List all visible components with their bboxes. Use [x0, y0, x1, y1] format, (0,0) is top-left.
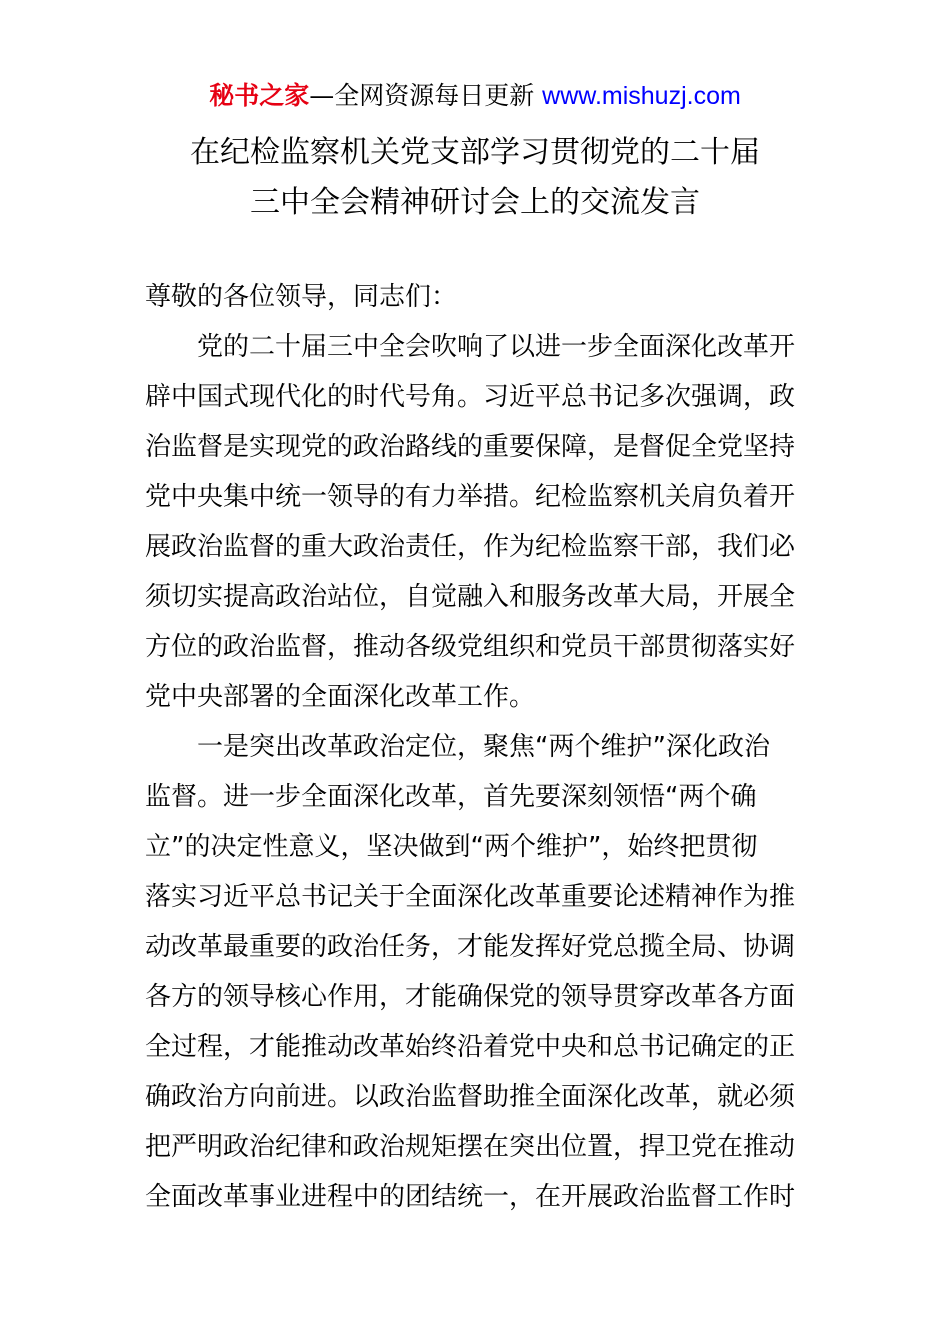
body-line: 展政治监督的重大政治责任，作为纪检监察干部，我们必 [145, 532, 796, 562]
body-line: 落实习近平总书记关于全面深化改革重要论述精神作为推 [145, 882, 796, 912]
site-url-link[interactable]: www.mishuzj.com [542, 82, 741, 110]
body-line: 监督。进一步全面深化改革，首先要深刻领悟“两个确 [145, 782, 757, 812]
site-name: 秘书之家 [209, 81, 310, 110]
body-line: 方位的政治监督，推动各级党组织和党员干部贯彻落实好 [145, 632, 796, 662]
body-line: 全过程，才能推动改革始终沿着党中央和总书记确定的正 [145, 1032, 796, 1062]
body-line: 须切实提高政治站位，自觉融入和服务改革大局，开展全 [145, 582, 796, 612]
body-line: 确政治方向前进。以政治监督助推全面深化改革，就必须 [145, 1082, 796, 1112]
body-line: 把严明政治纪律和政治规矩摆在突出位置，捍卫党在推动 [145, 1132, 796, 1162]
title-line-1: 在纪检监察机关党支部学习贯彻党的二十届 [190, 135, 760, 170]
body-line: 辟中国式现代化的时代号角。习近平总书记多次强调，政 [145, 382, 796, 412]
body-line: 治监督是实现党的政治路线的重要保障，是督促全党坚持 [145, 432, 796, 462]
title-line-2: 三中全会精神研讨会上的交流发言 [250, 185, 700, 220]
body-line: 动改革最重要的政治任务，才能发挥好党总揽全局、协调 [145, 932, 796, 962]
body-line: 党中央集中统一领导的有力举措。纪检监察机关肩负着开 [145, 482, 796, 512]
body-line: 各方的领导核心作用，才能确保党的领导贯穿改革各方面 [145, 982, 796, 1012]
site-header [0, 80, 950, 112]
body-line: 立”的决定性意义，坚决做到“两个维护”，始终把贯彻 [145, 832, 758, 862]
body-line: 全面改革事业进程中的团结统一，在开展政治监督工作时 [145, 1182, 796, 1212]
body-line: 党中央部署的全面深化改革工作。 [145, 682, 536, 712]
salutation: 尊敬的各位领导，同志们： [145, 282, 458, 312]
document-body [145, 272, 805, 1222]
body-line: 党的二十届三中全会吹响了以进一步全面深化改革开 [197, 332, 796, 362]
document-title [0, 128, 950, 228]
body-line: 一是突出改革政治定位，聚焦“两个维护”深化政治 [197, 732, 770, 762]
site-tagline: —全网资源每日更新 [309, 81, 543, 110]
